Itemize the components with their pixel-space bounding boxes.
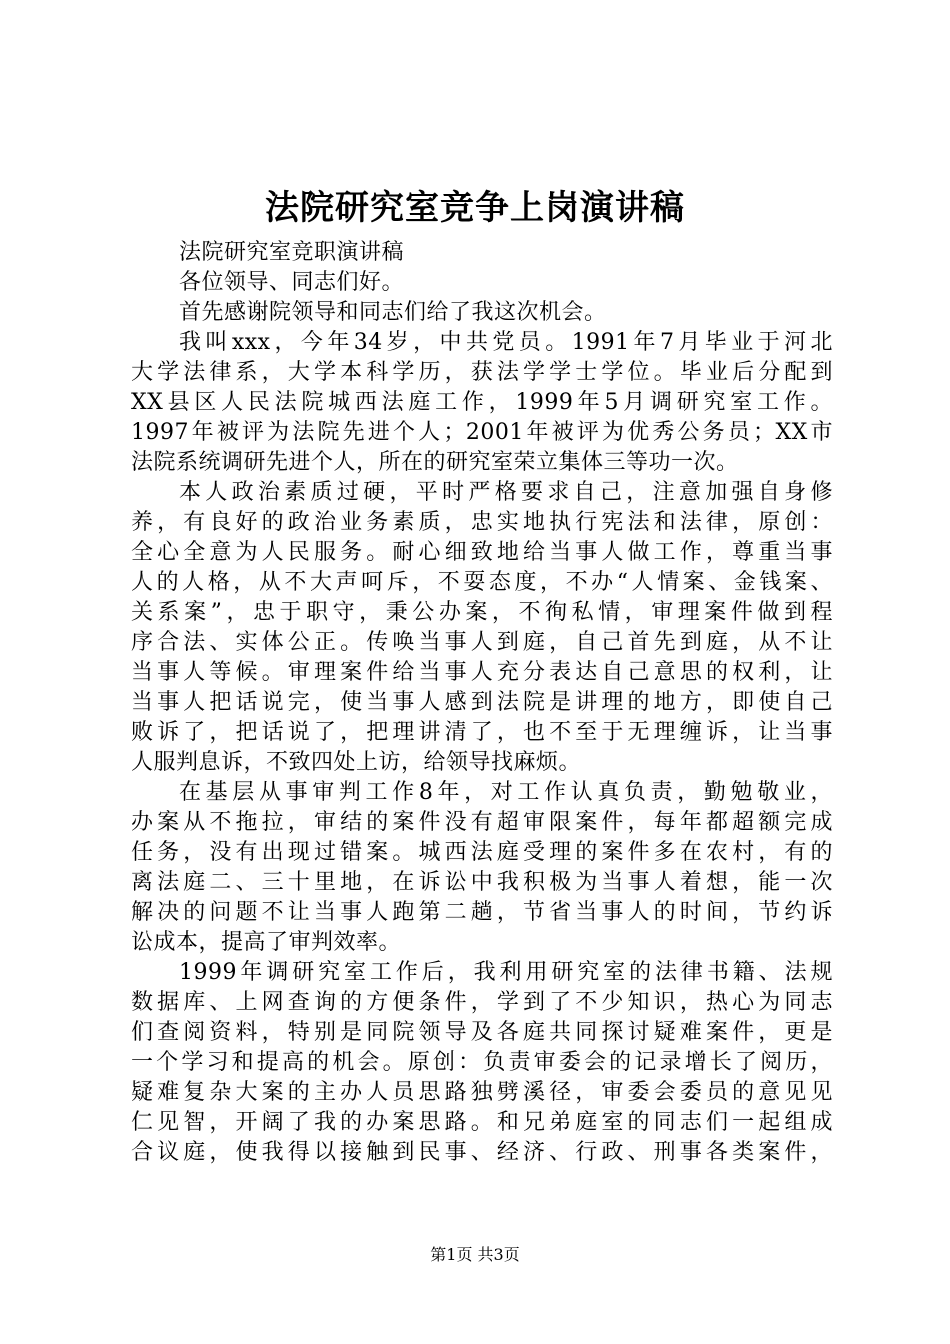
text-line: 关系案”，忠于职守，秉公办案，不徇私情，审理案件做到程: [131, 600, 833, 625]
text-line: 1997年被评为法院先进个人；2001年被评为优秀公务员；XX市: [131, 420, 833, 445]
text-line: 各位领导、同志们好。: [179, 270, 405, 295]
text-line: 当事人等候。审理案件给当事人充分表达自己意思的权利，让: [131, 660, 833, 685]
text-line: 一个学习和提高的机会。原创：负责审委会的记录增长了阅历，: [131, 1050, 833, 1075]
document-body: [131, 238, 833, 1168]
text-line: 大学法律系，大学本科学历，获法学学士学位。毕业后分配到: [131, 360, 833, 385]
text-line: 任务，没有出现过错案。城西法庭受理的案件多在农村，有的: [131, 840, 833, 865]
text-line: 离法庭二、三十里地，在诉讼中我积极为当事人着想，能一次: [131, 870, 833, 895]
text-line: 人的人格，从不大声呵斥，不耍态度，不办“人情案、金钱案、: [131, 570, 833, 595]
page-title: 法院研究室竞争上岗演讲稿: [265, 188, 685, 228]
text-line: 们查阅资料，特别是同院领导及各庭共同探讨疑难案件，更是: [131, 1020, 833, 1045]
text-line: 法院研究室竞职演讲稿: [179, 240, 405, 265]
text-line: 解决的问题不让当事人跑第二趟，节省当事人的时间，节约诉: [131, 900, 833, 925]
text-line: XX县区人民法院城西法庭工作，1999年5月调研究室工作。: [131, 390, 833, 415]
text-line: 1999年调研究室工作后，我利用研究室的法律书籍、法规: [179, 960, 833, 985]
text-line: 讼成本，提高了审判效率。: [131, 930, 402, 955]
text-line: 全心全意为人民服务。耐心细致地给当事人做工作，尊重当事: [131, 540, 833, 565]
text-line: 首先感谢院领导和同志们给了我这次机会。: [179, 300, 607, 325]
text-line: 法院系统调研先进个人，所在的研究室荣立集体三等功一次。: [131, 450, 739, 475]
text-line: 人服判息诉，不致四处上访，给领导找麻烦。: [131, 750, 582, 775]
text-line: 合议庭，使我得以接触到民事、经济、行政、刑事各类案件，: [131, 1140, 833, 1165]
text-line: 序合法、实体公正。传唤当事人到庭，自己首先到庭，从不让: [131, 630, 833, 655]
text-line: 败诉了，把话说了，把理讲清了，也不至于无理缠诉，让当事: [131, 720, 833, 745]
text-line: 疑难复杂大案的主办人员思路独劈溪径，审委会委员的意见见: [131, 1080, 833, 1105]
text-line: 数据库、上网查询的方便条件，学到了不少知识，热心为同志: [131, 990, 833, 1015]
text-line: 在基层从事审判工作8年，对工作认真负责，勤勉敬业，: [179, 780, 833, 805]
page-number: 第1页 共3页: [430, 1245, 520, 1264]
text-line: 仁见智，开阔了我的办案思路。和兄弟庭室的同志们一起组成: [131, 1110, 833, 1135]
text-line: 养，有良好的政治业务素质，忠实地执行宪法和法律，原创：: [131, 510, 833, 535]
text-line: 办案从不拖拉，审结的案件没有超审限案件，每年都超额完成: [131, 810, 833, 835]
text-line: 我叫xxx，今年34岁，中共党员。1991年7月毕业于河北: [179, 330, 833, 355]
text-line: 当事人把话说完，使当事人感到法院是讲理的地方，即使自己: [131, 690, 833, 715]
text-line: 本人政治素质过硬，平时严格要求自己，注意加强自身修: [179, 480, 833, 505]
